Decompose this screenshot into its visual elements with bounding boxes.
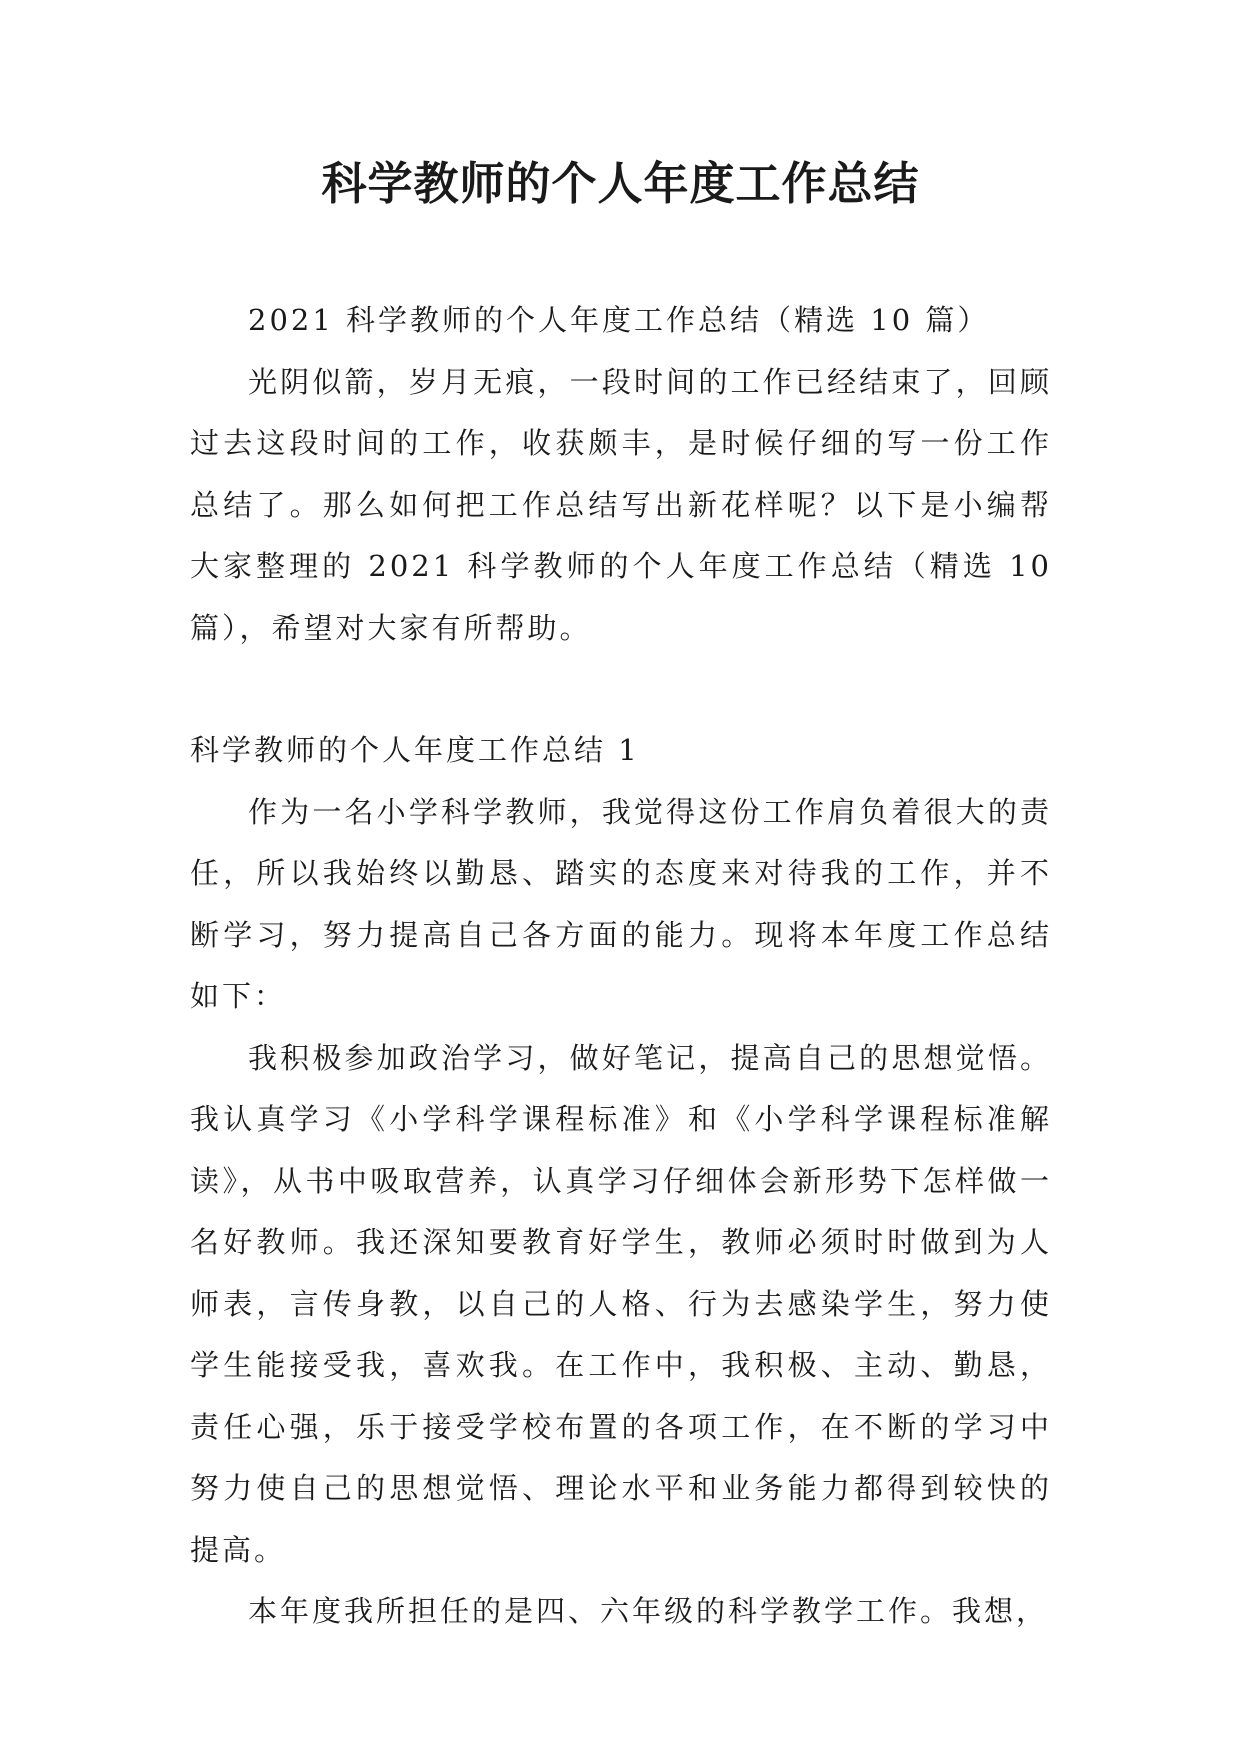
document-title: 科学教师的个人年度工作总结 xyxy=(321,157,920,210)
section-heading: 科学教师的个人年度工作总结 1 xyxy=(190,733,640,767)
body-paragraph: 我积极参加政治学习，做好笔记，提高自己的思想觉悟。我认真学习《小学科学课程标准》和《小学科学课程标准解读》，从书中吸取营养，认真学习仔细体会新形势下怎样做一名好教师。我还深知要教育好学生，教师必须时时做到为人师表，言传身教，以自己的人格、行为去感染学生，努力使学生能接受我，喜欢我。在工作中，我积极、主动、勤恳，责任心强，乐于接受学校布置的各项工作，在不断的学习中努力使自己的思想觉悟、理论水平和业务能力都得到较快的提高。 xyxy=(190,1040,1052,1567)
body-paragraph: 本年度我所担任的是四、六年级的科学教学工作。我想， xyxy=(248,1594,1049,1628)
intro-paragraph: 光阴似箭，岁月无痕，一段时间的工作已经结束了，回顾过去这段时间的工作，收获颇丰，是时候仔细的写一份工作总结了。那么如何把工作总结写出新花样呢？以下是小编帮大家整理的 2021 科学教师的个人年度工作总结（精选 10 篇），希望对大家有所帮助。 xyxy=(190,364,1052,645)
body-paragraph: 作为一名小学科学教师，我觉得这份工作肩负着很大的责任，所以我始终以勤恳、踏实的态度来对待我的工作，并不断学习，努力提高自己各方面的能力。现将本年度工作总结如下： xyxy=(190,794,1052,1013)
document-body xyxy=(190,290,1052,1643)
document-subtitle: 2021 科学教师的个人年度工作总结（精选 10 篇） xyxy=(248,303,990,337)
